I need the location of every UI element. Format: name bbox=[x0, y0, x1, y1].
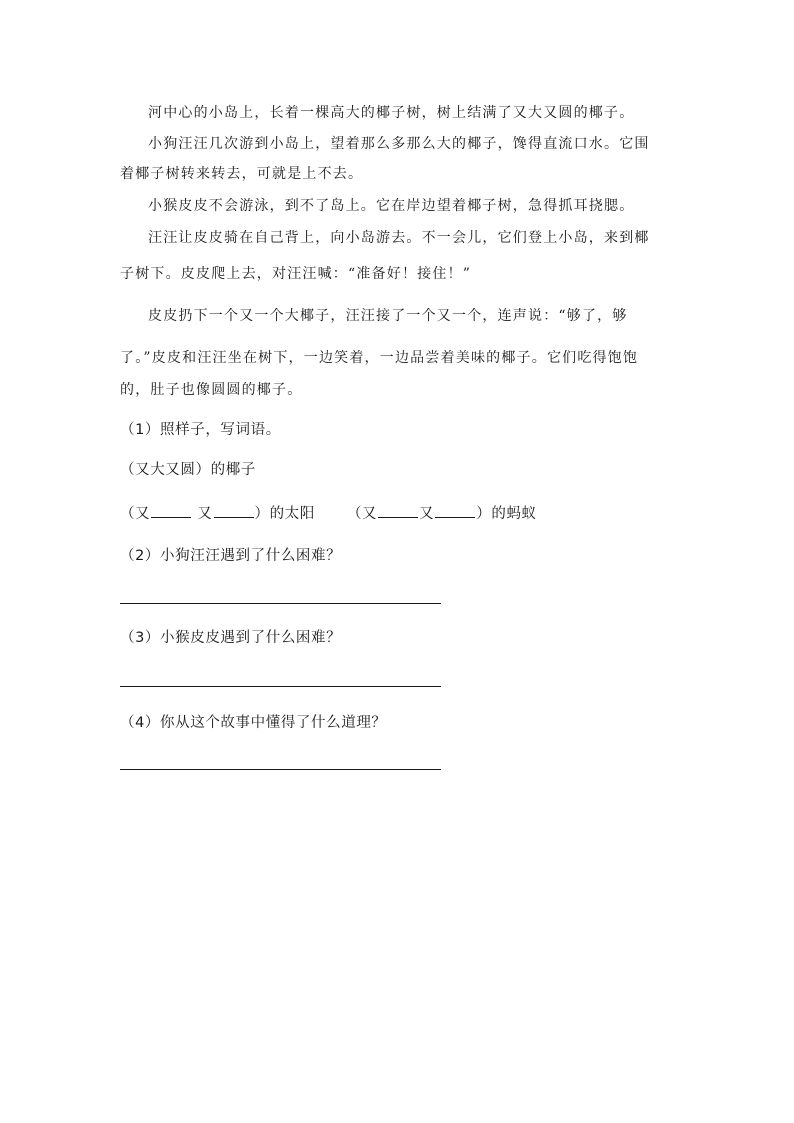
question-1-example: （又大又圆）的椰子 bbox=[120, 462, 256, 478]
item-2-blank-2[interactable] bbox=[435, 503, 475, 518]
question-3-answer-line[interactable] bbox=[120, 686, 441, 687]
passage-line-8: 了。”皮皮和汪汪坐在树下，一边笑着，一边品尝着美味的椰子。它们吃得饱饱 bbox=[120, 350, 639, 366]
item-2-mid: 又 bbox=[419, 506, 435, 522]
passage-line-6: 子树下。皮皮爬上去，对汪汪喊：“准备好！接住！” bbox=[120, 266, 472, 282]
passage-line-2: 小狗汪汪几次游到小岛上，望着那么多那么大的椰子，馋得直流口水。它围 bbox=[148, 136, 650, 152]
item-2-blank-1[interactable] bbox=[378, 503, 418, 518]
question-3-prompt: （3）小猴皮皮遇到了什么困难？ bbox=[120, 630, 342, 646]
passage-line-9: 的，肚子也像圆圆的椰子。 bbox=[120, 382, 303, 398]
item-1-open: （又 bbox=[120, 506, 151, 522]
passage-line-3: 着椰子树转来转去，可就是上不去。 bbox=[120, 166, 364, 182]
passage-line-7: 皮皮扔下一个又一个大椰子，汪汪接了一个又一个，连声说：“够了，够 bbox=[148, 308, 628, 324]
question-1-prompt: （1）照样子，写词语。 bbox=[120, 422, 281, 438]
passage-line-1: 河中心的小岛上，长着一棵高大的椰子树，树上结满了又大又圆的椰子。 bbox=[148, 105, 635, 121]
question-1-items bbox=[120, 503, 537, 524]
item-2-close: ）的蚂蚁 bbox=[476, 506, 537, 522]
item-1-blank-1[interactable] bbox=[151, 503, 191, 518]
passage-line-4: 小猴皮皮不会游泳，到不了岛上。它在岸边望着椰子树，急得抓耳挠腮。 bbox=[148, 198, 635, 214]
question-4-prompt: （4）你从这个故事中懂得了什么道理？ bbox=[120, 715, 387, 731]
question-2-answer-line[interactable] bbox=[120, 603, 441, 604]
item-1-close: ）的太阳 bbox=[254, 506, 315, 522]
question-4-answer-line[interactable] bbox=[120, 769, 441, 770]
question-2-prompt: （2）小狗汪汪遇到了什么困难？ bbox=[120, 548, 342, 564]
item-2-open: （又 bbox=[346, 506, 378, 522]
item-1-mid: 又 bbox=[197, 506, 213, 522]
item-1-blank-2[interactable] bbox=[214, 503, 254, 518]
passage-line-5: 汪汪让皮皮骑在自己背上，向小岛游去。不一会儿，它们登上小岛，来到椰 bbox=[148, 230, 650, 246]
